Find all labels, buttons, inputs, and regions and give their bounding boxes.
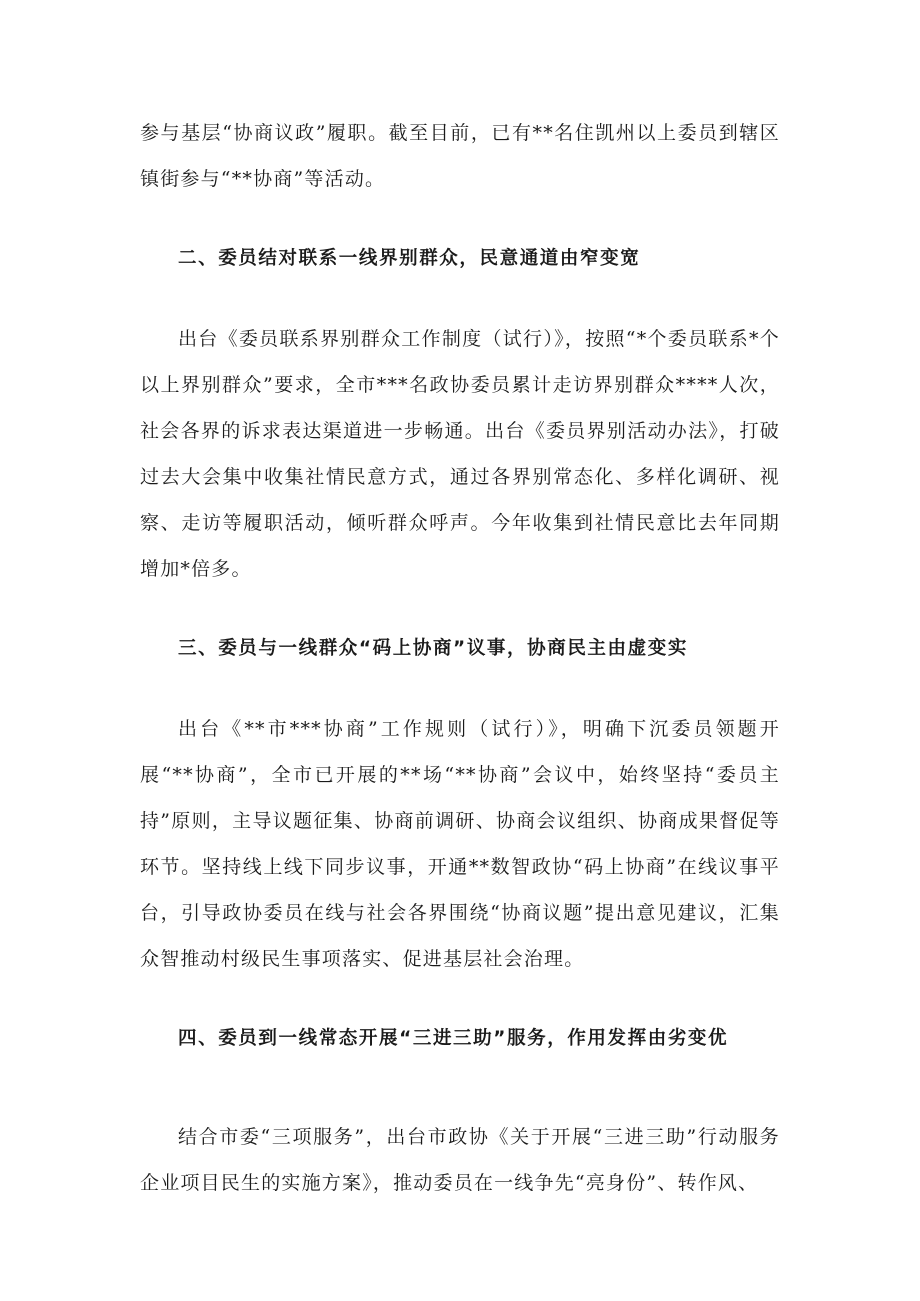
section-heading-4: 四、委员到一线常态开展“三进三助”服务，作用发挥由劣变优 bbox=[178, 1028, 729, 1049]
section-heading-2: 二、委员结对联系一线界别群众，民意通道由窄变宽 bbox=[178, 248, 641, 269]
paragraph-section-3: 出台《**市***协商”工作规则（试行）》，明确下沉委员领题开展“**协商”，全市已开展的**场“**协商”会议中，始终坚持“委员主持”原则，主导议题征集、协商前调研、协商会议组织、协商成果督促等环节。坚持线上线下同步议事，开通**数智政协“码上协商”在线议事平台，引导政协委员在线与社会各界围绕“协商议题”提出意见建议，汇集众智推动村级民生事项落实、促进基层社会治理。 bbox=[140, 718, 780, 970]
paragraph-continued: 参与基层“协商议政”履职。截至目前，已有**名住凯州以上委员到辖区镇街参与“**协商”等活动。 bbox=[140, 122, 780, 190]
section-heading-3: 三、委员与一线群众“码上协商”议事，协商民主由虚变实 bbox=[178, 638, 688, 659]
paragraph-section-2: 出台《委员联系界别群众工作制度（试行）》，按照“*个委员联系*个以上界别群众”要求，全市***名政协委员累计走访界别群众****人次，社会各界的诉求表达渠道进一步畅通。出台《委员界别活动办法》，打破过去大会集中收集社情民意方式，通过各界别常态化、多样化调研、视察、走访等履职活动，倾听群众呼声。今年收集到社情民意比去年同期增加*倍多。 bbox=[140, 328, 780, 580]
paragraph-section-4: 结合市委“三项服务”，出台市政协《关于开展“三进三助”行动服务企业项目民生的实施方案》，推动委员在一线争先“亮身份”、转作风、 bbox=[140, 1126, 780, 1194]
